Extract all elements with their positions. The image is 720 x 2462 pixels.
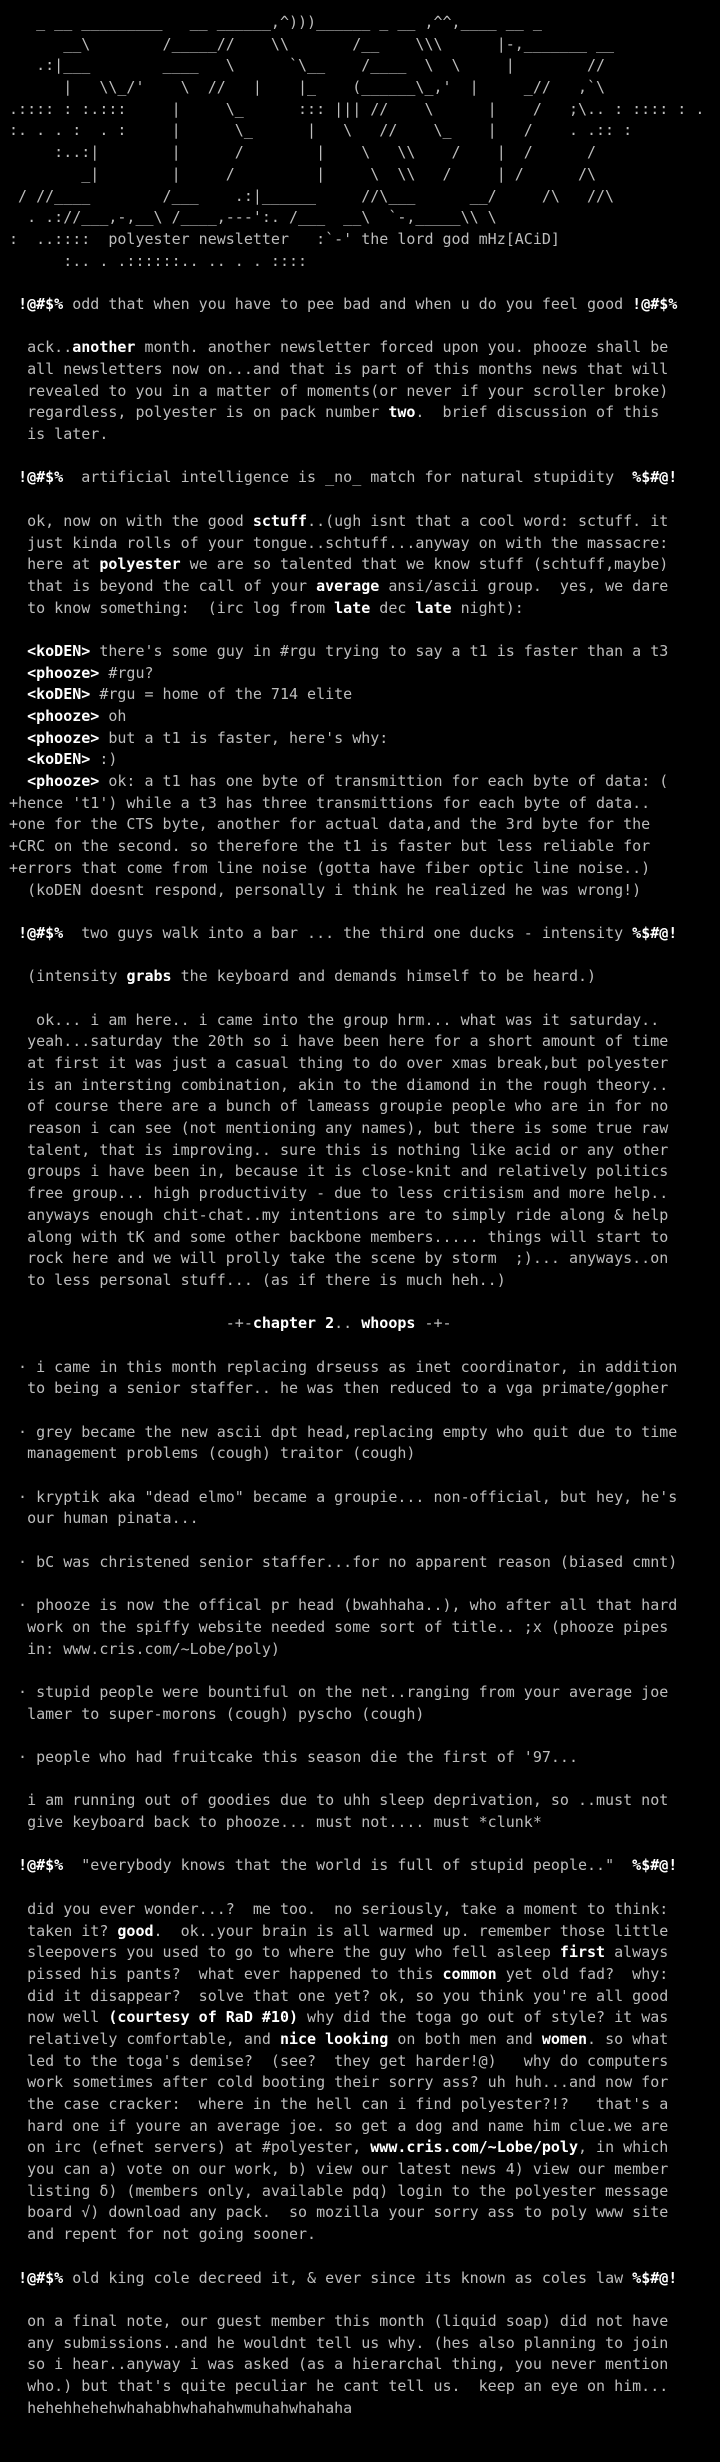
text-line (0, 164, 720, 186)
bold-text-run: %$#@! (632, 468, 678, 487)
text-run (0, 295, 18, 313)
text-run: to being a senior staffer.. he was then reduced to a vga primate/gopher (0, 1379, 669, 1398)
text-run: revealed to you in a matter of moments(or never if your scroller broke) (0, 381, 669, 400)
text-line (0, 1725, 720, 1747)
text-line (0, 337, 720, 359)
text-run: +one for the CTS byte, another for actual data,and the 3rd byte for the (0, 815, 651, 834)
text-line (0, 663, 720, 685)
text-line (0, 229, 720, 251)
text-run: artificial intelligence is _no_ match for natural stupidity (63, 468, 633, 487)
text-line (0, 1422, 720, 1444)
text-line (0, 1812, 720, 1834)
text-run: · grey became the new ascii dpt head,replacing empty who quit due to time (0, 1422, 678, 1441)
text-run: on a final note, our guest member this month (liquid soap) did not have (0, 2311, 669, 2330)
text-line (0, 1921, 720, 1943)
text-run: there's some guy in #rgu trying to say a t1 is faster than a t3 (90, 641, 669, 660)
text-line (0, 1400, 720, 1422)
text-line (0, 1270, 720, 1292)
text-run: oh (99, 707, 127, 725)
text-line (0, 2116, 720, 2138)
text-run: anyways enough chit-chat..my intentions are to simply ride along & help (0, 1205, 669, 1224)
text-line (0, 2159, 720, 2181)
text-line (0, 1552, 720, 1574)
text-line (0, 467, 720, 489)
text-line (0, 1877, 720, 1899)
text-run: did it disappear? solve that one yet? ok, so you think you're all good (0, 1986, 669, 2005)
text-run: regardless, polyester is on pack number (0, 403, 389, 422)
text-line (0, 2051, 720, 2073)
text-run: work sometimes after cold booting their sorry ass? uh huh...and now for (0, 2073, 669, 2092)
text-line (0, 1140, 720, 1162)
bold-text-run: (courtesy of RaD #10) (108, 2008, 299, 2027)
text-line (0, 2029, 720, 2051)
text-line (0, 1205, 720, 1227)
text-run: ansi/ascii group. yes, we dare (379, 576, 669, 595)
text-run (0, 1856, 18, 1874)
bold-text-run: <phooze> (27, 663, 100, 682)
text-run: reason i can see (not mentioning any names), but there is some true raw (0, 1119, 669, 1138)
bold-text-run: !@#$% (18, 294, 64, 313)
text-line (0, 684, 720, 706)
text-line (0, 880, 720, 902)
text-line (0, 2354, 720, 2376)
text-line (0, 2137, 720, 2159)
text-run: hehehhehehwhahabhwhahahwmuhahwhahaha (0, 2398, 353, 2417)
bold-text-run: good (117, 1921, 154, 1940)
text-line (0, 424, 720, 446)
text-line (0, 272, 720, 294)
text-run: but a t1 is faster, here's why: (99, 728, 389, 747)
text-run: +hence 't1') while a t3 has three transmittions for each byte of data.. (0, 793, 651, 812)
text-run: two guys walk into a bar ... the third one ducks - intensity (63, 923, 633, 942)
text-line (0, 1595, 720, 1617)
text-run: yeah...saturday the 20th so i have been here for a short amount of time (0, 1032, 669, 1051)
text-run: odd that when you have to pee bad and when u do you feel good (63, 294, 633, 313)
bold-text-run: late (334, 598, 371, 617)
text-line (0, 55, 720, 77)
bold-text-run: chapter 2 (252, 1314, 335, 1333)
text-run: ok... i am here.. i came into the group hrm... what was it saturday.. (0, 1010, 660, 1029)
bold-text-run: <koDEN> (27, 685, 91, 704)
text-run: +CRC on the second. so therefore the t1 is faster but less reliable for (0, 837, 651, 856)
text-line (0, 1660, 720, 1682)
text-run: / //____ /___ .:|______ //\___ __/ /\ //\ (0, 186, 615, 205)
bold-text-run: <phooze> (27, 772, 100, 791)
text-line (0, 402, 720, 424)
text-run: :. . . : . : | \_ | \ // \_ | / . .:: : (0, 121, 633, 140)
text-line (0, 2333, 720, 2355)
text-run: and repent for not going sooner. (0, 2225, 317, 2244)
bold-text-run: !@#$% (18, 468, 64, 487)
text-line (0, 1855, 720, 1877)
text-run: of course there are a bunch of lameass groupie people who are in for no (0, 1097, 669, 1116)
bold-text-run: <phooze> (27, 728, 100, 747)
text-line (0, 1227, 720, 1249)
text-line (0, 576, 720, 598)
text-line (0, 793, 720, 815)
text-line (0, 1834, 720, 1856)
text-run: yet old fad? why: (496, 1964, 669, 1983)
text-run: __\ /_____// \\ /__ \\\ |-,_______ __ (0, 34, 615, 53)
text-run: so i hear..anyway i was asked (as a hierarchal thing, you never mention (0, 2355, 669, 2374)
text-run: . .://___,-,__\ /____,---':. /___ __\ `-,_____\\ \ (0, 208, 497, 227)
text-line (0, 359, 720, 381)
bold-text-run: %$#@! (632, 2268, 678, 2287)
text-run: board √) download any pack. so mozilla your sorry ass to poly www site (0, 2203, 669, 2222)
text-run: all newsletters now on...and that is part of this months news that will (0, 360, 669, 378)
text-line (0, 489, 720, 511)
text-run: _| | / | \ \\ / | / /\ (0, 164, 597, 183)
text-run: ok: a t1 has one byte of transmittion for each byte of data: ( (99, 772, 669, 791)
text-line (0, 2268, 720, 2290)
bold-text-run: another (72, 338, 136, 357)
text-line (0, 1292, 720, 1314)
bold-text-run: whoops (361, 1314, 416, 1333)
text-line (0, 1096, 720, 1118)
text-run: you can a) vote on our work, b) view our latest news 4) view our member (0, 2160, 669, 2179)
text-run: :) (90, 750, 118, 769)
text-run: always (605, 1943, 669, 1962)
text-line (0, 381, 720, 403)
text-line (0, 1769, 720, 1791)
text-line (0, 2181, 720, 2203)
bold-text-run: nice looking (279, 2029, 389, 2048)
bold-text-run: grabs (126, 967, 172, 986)
text-run: · i came in this month replacing drseuss as inet coordinator, in addition (0, 1357, 678, 1376)
text-run: lamer to super-morons (cough) pyscho (cough) (0, 1704, 425, 1723)
text-line (0, 99, 720, 121)
text-run: · stupid people were bountiful on the net..ranging from your average joe (0, 1682, 669, 1701)
text-line (0, 2311, 720, 2333)
text-line (0, 728, 720, 750)
text-run: · bC was christened senior staffer...for no apparent reason (biased cmnt) (0, 1552, 678, 1571)
bold-text-run: first (559, 1943, 606, 1962)
text-line (0, 1075, 720, 1097)
text-run: :..:| | / | \ \\ / | / / (0, 143, 597, 162)
text-run: sleepovers you used to go to where the guy who fell asleep (0, 1943, 560, 1962)
text-line (0, 120, 720, 142)
text-line (0, 34, 720, 56)
text-run: . ok..your brain is all warmed up. remember those little (153, 1921, 669, 1940)
text-run: to know something: (irc log from (0, 598, 335, 617)
bold-text-run: polyester (99, 555, 181, 574)
text-run: · people who had fruitcake this season die the first of '97... (0, 1748, 578, 1766)
text-run: (intensity (0, 967, 127, 986)
text-run: is later. (0, 425, 109, 444)
text-line (0, 1443, 720, 1465)
text-run: taken it? (0, 1921, 118, 1940)
bold-text-run: www.cris.com/~Lobe/poly (370, 2138, 578, 2157)
text-line (0, 1617, 720, 1639)
text-line (0, 1248, 720, 1270)
bold-text-run: women (541, 2029, 588, 2048)
bold-text-run: late (415, 598, 452, 617)
text-line (0, 2376, 720, 2398)
text-line (0, 1639, 720, 1661)
text-run: the case cracker: where in the hell can i find polyester?!? that's a (0, 2095, 669, 2113)
text-run: at first it was just a casual thing to do over xmas break,but polyester (0, 1054, 669, 1072)
bold-text-run: !@#$% (18, 923, 64, 942)
text-line (0, 2072, 720, 2094)
text-run: night): (451, 598, 524, 617)
text-line (0, 2094, 720, 2116)
text-line (0, 446, 720, 468)
text-line (0, 294, 720, 316)
text-line (0, 12, 720, 34)
text-line (0, 1465, 720, 1487)
text-run: i am running out of goodies due to uhh sleep deprivation, so ..must not (0, 1791, 669, 1810)
text-run: on irc (efnet servers) at #polyester, (0, 2138, 371, 2157)
text-line (0, 533, 720, 555)
text-run: did you ever wonder...? me too. no seriously, take a moment to think: (0, 1899, 669, 1918)
text-run: ..(ugh isnt that a cool word: sctuff. it (307, 511, 669, 530)
text-run: . brief discussion of this (415, 403, 660, 422)
text-run (0, 664, 27, 682)
text-run: :.. . .::::::.. .. . . :::: (0, 251, 308, 270)
text-line (0, 1747, 720, 1769)
text-run: ack.. (0, 338, 73, 357)
text-run: our human pinata... (0, 1509, 199, 1528)
text-run: management problems (cough) traitor (cough) (0, 1444, 416, 1463)
text-run (0, 924, 18, 942)
text-run: talent, that is improving.. sure this is nothing like acid or any other (0, 1140, 669, 1159)
text-run: to less personal stuff... (as if there is much heh..) (0, 1270, 506, 1289)
text-run: who.) but that's quite peculiar he cant tell us. keep an eye on him... (0, 2376, 669, 2395)
text-run: .:::: : :.::: | \_ ::: ||| // \ | / ;\.. : :::: : . (0, 99, 705, 118)
text-line (0, 1010, 720, 1032)
text-run: any submissions..and he wouldnt tell us why. (hes also planning to join (0, 2333, 669, 2352)
text-line (0, 1487, 720, 1509)
text-line (0, 619, 720, 641)
text-run: "everybody knows that the world is full of stupid people.." (63, 1856, 633, 1875)
text-run: hard one if youre an average joe. so get a dog and name him clue.we are (0, 2116, 669, 2135)
text-run: here at (0, 555, 100, 574)
text-line (0, 2224, 720, 2246)
text-line (0, 1053, 720, 1075)
text-run: is an intersting combination, akin to the diamond in the rough theory.. (0, 1075, 669, 1094)
text-run: rock here and we will prolly take the scene by storm ;)... anyways..on (0, 1249, 669, 1268)
text-line (0, 988, 720, 1010)
text-run: why did the toga go out of style? it was (298, 2008, 669, 2027)
text-line (0, 207, 720, 229)
text-line (0, 1942, 720, 1964)
text-run (0, 2269, 18, 2287)
text-run: just kinda rolls of your tongue..schtuff...anyway on with the massacre: (0, 533, 669, 552)
text-run (0, 772, 27, 790)
text-line (0, 1313, 720, 1335)
text-line (0, 186, 720, 208)
text-line (0, 1183, 720, 1205)
bold-text-run: !@#$% (18, 2268, 64, 2287)
text-line (0, 1031, 720, 1053)
bold-text-run: common (442, 1964, 497, 1983)
text-line (0, 316, 720, 338)
text-run (0, 642, 27, 660)
bold-text-run: <koDEN> (27, 750, 91, 769)
text-run: ok, now on with the good (0, 511, 253, 530)
text-line (0, 1574, 720, 1596)
text-line (0, 554, 720, 576)
text-line (0, 1964, 720, 1986)
text-run: listing δ) (members only, available pdq) login to the polyester message (0, 2181, 669, 2200)
text-line (0, 2007, 720, 2029)
text-run: in: www.cris.com/~Lobe/poly) (0, 1639, 280, 1658)
text-line (0, 2398, 720, 2420)
bold-text-run: two (388, 403, 416, 422)
text-line (0, 1704, 720, 1726)
text-line (0, 2289, 720, 2311)
text-run: we are so talented that we know stuff (schtuff,maybe) (180, 555, 669, 574)
text-line (0, 2246, 720, 2268)
text-line (0, 1790, 720, 1812)
text-run: dec (370, 598, 416, 617)
text-run: : ..:::: polyester newsletter :`-' the lord god mHz[ACiD] (0, 229, 560, 248)
text-run: , in which (577, 2138, 669, 2157)
text-line (0, 1986, 720, 2008)
text-run: relatively comfortable, and (0, 2029, 280, 2048)
text-run: -+- (415, 1314, 452, 1333)
text-line (0, 749, 720, 771)
text-run: month. another newsletter forced upon you. phooze shall be (135, 338, 669, 357)
text-run: .:|___ ____ \ `\__ /____ \ \ | // (0, 56, 606, 75)
text-line (0, 511, 720, 533)
text-run (0, 707, 27, 725)
text-line (0, 251, 720, 273)
text-line (0, 771, 720, 793)
text-line (0, 1118, 720, 1140)
text-line (0, 1378, 720, 1400)
text-run: free group... high productivity - due to less critisism and more help.. (0, 1184, 669, 1203)
text-line (0, 923, 720, 945)
text-line (0, 1899, 720, 1921)
text-run: (koDEN doesnt respond, personally i think he realized he was wrong!) (0, 880, 642, 899)
text-run: along with tK and some other backbone members..... things will start to (0, 1227, 669, 1246)
text-line (0, 598, 720, 620)
text-run: -+- (0, 1314, 253, 1333)
text-run (0, 729, 27, 747)
text-run: pissed his pants? what ever happened to this (0, 1964, 443, 1983)
text-line (0, 814, 720, 836)
text-run: groups i have been in, because it is close-knit and relatively politics (0, 1162, 669, 1181)
text-run: give keyboard back to phooze... must not.... must *clunk* (0, 1813, 542, 1832)
text-run (0, 750, 27, 768)
text-run (0, 468, 18, 486)
text-line (0, 901, 720, 923)
bold-text-run: <koDEN> (27, 641, 91, 660)
text-run: that is beyond the call of your (0, 576, 317, 595)
text-run: #rgu = home of the 714 elite (90, 685, 353, 704)
text-line (0, 77, 720, 99)
text-run: +errors that come from line noise (gotta have fiber optic line noise..) (0, 858, 651, 877)
text-line (0, 1335, 720, 1357)
text-run (0, 685, 27, 703)
text-line (0, 1530, 720, 1552)
text-line (0, 1161, 720, 1183)
bold-text-run: %$#@! (632, 923, 678, 942)
text-run: the keyboard and demands himself to be heard.) (171, 967, 597, 986)
text-line (0, 1357, 720, 1379)
text-run: · kryptik aka "dead elmo" became a groupie... non-official, but hey, he's (0, 1487, 678, 1506)
text-run: #rgu? (99, 663, 154, 682)
bold-text-run: %$#@! (632, 1856, 678, 1875)
bold-text-run: !@#$% (632, 294, 678, 313)
text-run: . so what (587, 2029, 669, 2048)
text-line (0, 2202, 720, 2224)
bold-text-run: !@#$% (18, 1856, 64, 1875)
bold-text-run: <phooze> (27, 707, 100, 725)
text-run: · phooze is now the offical pr head (bwahhaha..), who after all that hard (0, 1596, 678, 1615)
text-run: old king cole decreed it, & ever since its known as coles law (63, 2268, 633, 2287)
text-line (0, 836, 720, 858)
text-run: .. (334, 1314, 362, 1333)
text-run: | \\_/' \ // | |_ (______\_,' | _// ,`\ (0, 78, 606, 97)
text-line (0, 142, 720, 164)
text-run: work on the spiffy website needed some sort of title.. ;x (phooze pipes (0, 1617, 669, 1636)
text-line (0, 966, 720, 988)
newsletter-text (0, 12, 720, 2419)
text-line (0, 858, 720, 880)
text-run: now well (0, 2008, 109, 2027)
bold-text-run: average (316, 576, 380, 595)
text-run: led to the toga's demise? (see? they get harder!@) why do computers (0, 2051, 669, 2070)
text-run: on both men and (388, 2029, 542, 2048)
text-line (0, 1682, 720, 1704)
text-line (0, 706, 720, 728)
text-line (0, 1508, 720, 1530)
text-line (0, 641, 720, 663)
bold-text-run: sctuff (252, 511, 308, 530)
text-line (0, 945, 720, 967)
text-run: _ __ _________ __ ______,^)))______ _ __ ,^^,____ __ _ (0, 13, 542, 31)
